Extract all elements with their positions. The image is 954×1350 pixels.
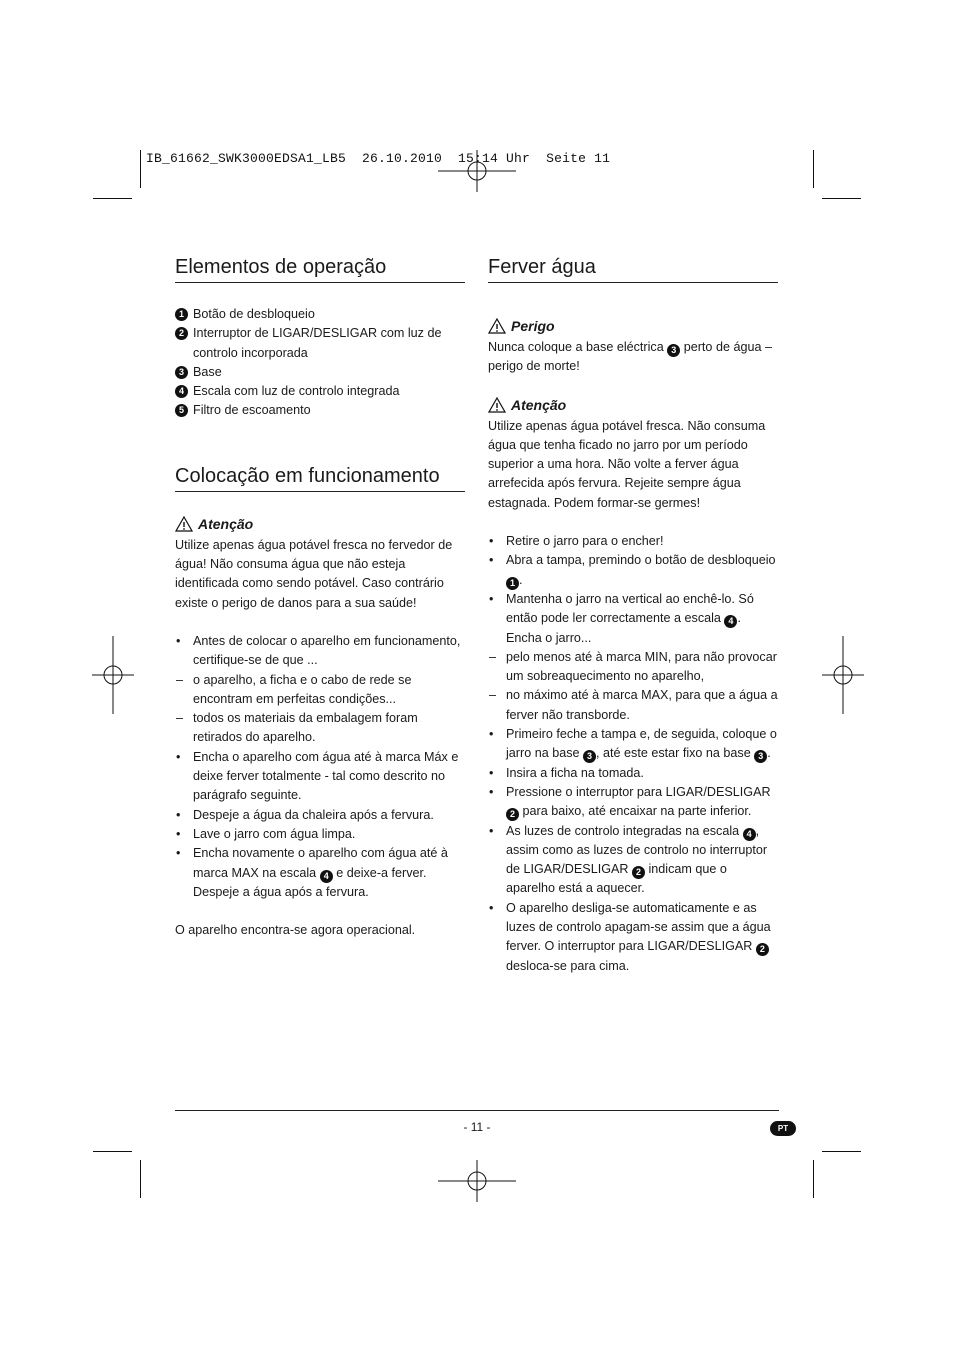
warning-heading xyxy=(488,395,778,415)
bullet-marker: • xyxy=(176,633,181,648)
list-item-text: o aparelho, a ficha e o cabo de rede se encontram em perfeitas condições... xyxy=(193,672,412,706)
boiling-steps xyxy=(488,532,778,976)
list-item xyxy=(488,590,778,648)
list-item-text: Encha novamente o aparelho com água até à marca MAX na escala xyxy=(193,846,448,880)
danger-heading xyxy=(488,316,778,336)
number-badge: 2 xyxy=(175,327,188,340)
page-number: - 11 - xyxy=(463,1120,491,1134)
section-title-start-up: Colocação em funcionamento xyxy=(175,463,465,492)
danger-title: Perigo xyxy=(511,318,555,334)
list-item-text: Base xyxy=(193,364,222,379)
list-item-text: Botão de desbloqueio xyxy=(193,307,315,321)
bullet-marker: • xyxy=(176,807,181,822)
number-badge: 4 xyxy=(724,615,737,628)
bullet-marker: • xyxy=(489,823,494,838)
registration-mark-top xyxy=(438,150,516,192)
warning-triangle-icon xyxy=(175,516,193,532)
bullet-marker: • xyxy=(489,534,494,549)
list-item-text: Mantenha o jarro na vertical ao enchê-lo. Só então pode ler correctamente a escala xyxy=(506,591,754,626)
list-item xyxy=(488,822,778,899)
crop-mark xyxy=(822,198,861,199)
list-item-text: Abra a tampa, premindo o botão de desbloqueio xyxy=(506,553,776,568)
dash-marker: – xyxy=(176,672,184,687)
startup-steps xyxy=(175,632,465,902)
list-item xyxy=(175,844,465,902)
warning-text: Utilize apenas água potável fresca. Não consuma água que tenha ficado no jarro por um período superior a uma hora. Não volte a ferver água arrefecida após fervura. Rejeite sempre água estagnada. Podem formar-se germes! xyxy=(488,418,766,510)
number-badge: 5 xyxy=(175,404,188,417)
crop-mark xyxy=(140,1160,141,1198)
list-item xyxy=(488,783,778,822)
list-item xyxy=(175,671,465,710)
list-item xyxy=(175,709,465,748)
number-badge: 4 xyxy=(175,385,188,398)
bullet-marker: • xyxy=(176,846,181,861)
list-item-text: indicam que o aparelho está a aquecer. xyxy=(506,862,727,896)
list-item xyxy=(175,382,465,401)
number-badge: 3 xyxy=(667,344,680,357)
number-badge: 3 xyxy=(583,750,596,763)
footer-divider xyxy=(175,1110,779,1111)
list-item-text: Filtro de escoamento xyxy=(193,403,311,418)
danger-text-part: Nunca coloque a base eléctrica xyxy=(488,340,664,354)
registration-mark-left xyxy=(92,636,134,714)
number-badge: 4 xyxy=(320,870,333,883)
list-item xyxy=(175,363,465,382)
list-item-text: . xyxy=(519,572,523,587)
list-item-text: . xyxy=(767,746,771,761)
crop-mark xyxy=(813,150,814,188)
number-badge: 2 xyxy=(756,943,769,956)
list-item xyxy=(175,324,465,363)
list-item-text: no máximo até à marca MAX, para que a água a ferver não transborde. xyxy=(506,688,778,722)
warning-triangle-icon xyxy=(488,318,506,334)
list-item-text: Retire o jarro para o encher! xyxy=(506,534,664,549)
bullet-marker: • xyxy=(176,749,181,764)
number-badge: 2 xyxy=(506,808,519,821)
section-title-boil-water: Ferver água xyxy=(488,254,778,283)
list-item xyxy=(488,764,778,783)
dash-marker: – xyxy=(489,649,497,664)
right-column xyxy=(488,254,778,976)
dash-marker: – xyxy=(489,688,497,703)
registration-mark-bottom xyxy=(438,1160,516,1202)
list-item xyxy=(488,686,778,725)
parts-list xyxy=(175,305,465,421)
list-item-text: Primeiro feche a tampa e, de seguida, coloque o jarro na base xyxy=(506,727,777,761)
list-item xyxy=(175,825,465,844)
warning-title: Atenção xyxy=(511,396,567,413)
left-column xyxy=(175,254,465,940)
bullet-marker: • xyxy=(489,765,494,780)
list-item xyxy=(175,748,465,806)
dash-marker: – xyxy=(176,711,184,726)
list-item-text: , até este estar fixo na base xyxy=(596,746,751,761)
danger-text-part: perto de água – perigo de morte! xyxy=(488,340,772,374)
danger-text xyxy=(488,338,778,377)
number-badge: 2 xyxy=(632,866,645,879)
crop-mark xyxy=(140,150,141,188)
list-item-text: pelo menos até à marca MIN, para não provocar um sobreaquecimento no aparelho, xyxy=(506,649,777,684)
list-item xyxy=(488,551,778,590)
crop-mark xyxy=(822,1151,861,1152)
bullet-marker: • xyxy=(489,591,494,606)
crop-mark xyxy=(93,198,132,199)
final-note: O aparelho encontra-se agora operacional. xyxy=(175,923,416,938)
registration-mark-right xyxy=(822,636,864,714)
list-item-text: Antes de colocar o aparelho em funcionamento, certifique-se de que ... xyxy=(193,633,461,668)
print-header: IB_61662_SWK3000EDSA1_LB5 26.10.2010 15:14 Uhr Seite 11 xyxy=(146,151,611,166)
number-badge: 4 xyxy=(743,828,756,841)
crop-mark xyxy=(813,1160,814,1198)
list-item-text: Pressione o interruptor para LIGAR/DESLIGAR xyxy=(506,784,771,799)
list-item-text: Lave o jarro com água limpa. xyxy=(193,826,356,841)
list-item-text: , assim como as luzes de controlo no interruptor de LIGAR/DESLIGAR xyxy=(506,823,768,877)
list-item-text: Escala com luz de controlo integrada xyxy=(193,384,400,399)
number-badge: 3 xyxy=(754,750,767,763)
list-item-text: todos os materiais da embalagem foram retirados do aparelho. xyxy=(193,711,418,745)
number-badge: 1 xyxy=(175,308,188,321)
list-item-text: . Encha o jarro... xyxy=(506,611,741,645)
list-item xyxy=(488,532,778,551)
list-item xyxy=(175,632,465,671)
list-item-text: para baixo, até encaixar na parte inferior. xyxy=(522,804,752,819)
list-item xyxy=(175,401,465,420)
list-item xyxy=(175,305,465,324)
warning-text: Utilize apenas água potável fresca no fervedor de água! Não consuma água que não esteja identificada como sendo potável. Caso contrário existe o perigo de danos para a sua saúde! xyxy=(175,537,453,610)
list-item-text: O aparelho desliga-se automaticamente e as luzes de controlo apagam-se assim que a água ferver. O interruptor para LIGAR/DESLIGAR xyxy=(506,900,771,954)
bullet-marker: • xyxy=(489,727,494,742)
list-item xyxy=(175,806,465,825)
list-item-text: Encha o aparelho com água até à marca Máx e deixe ferver totalmente - tal como descrito no parágrafo seguinte. xyxy=(193,749,459,803)
bullet-marker: • xyxy=(489,900,494,915)
crop-mark xyxy=(93,1151,132,1152)
list-item-text: Interruptor de LIGAR/DESLIGAR com luz de controlo incorporada xyxy=(193,326,442,360)
number-badge: 1 xyxy=(506,577,519,590)
bullet-marker: • xyxy=(489,553,494,568)
number-badge: 3 xyxy=(175,366,188,379)
section-title-operating-elements: Elementos de operação xyxy=(175,254,465,283)
list-item xyxy=(488,725,778,764)
warning-title: Atenção xyxy=(198,515,254,532)
list-item-text: As luzes de controlo integradas na escala xyxy=(506,823,740,838)
warning-heading xyxy=(175,514,465,534)
bullet-marker: • xyxy=(176,826,181,841)
list-item xyxy=(488,648,778,687)
list-item-text: e deixe-a ferver. Despeje a água após a fervura. xyxy=(193,865,427,899)
warning-triangle-icon xyxy=(488,397,506,413)
list-item-text: Insira a ficha na tomada. xyxy=(506,765,644,780)
language-badge: PT xyxy=(770,1121,796,1136)
bullet-marker: • xyxy=(489,784,494,799)
list-item-text: desloca-se para cima. xyxy=(506,958,630,973)
list-item-text: Despeje a água da chaleira após a fervura. xyxy=(193,807,434,822)
list-item xyxy=(488,899,778,976)
